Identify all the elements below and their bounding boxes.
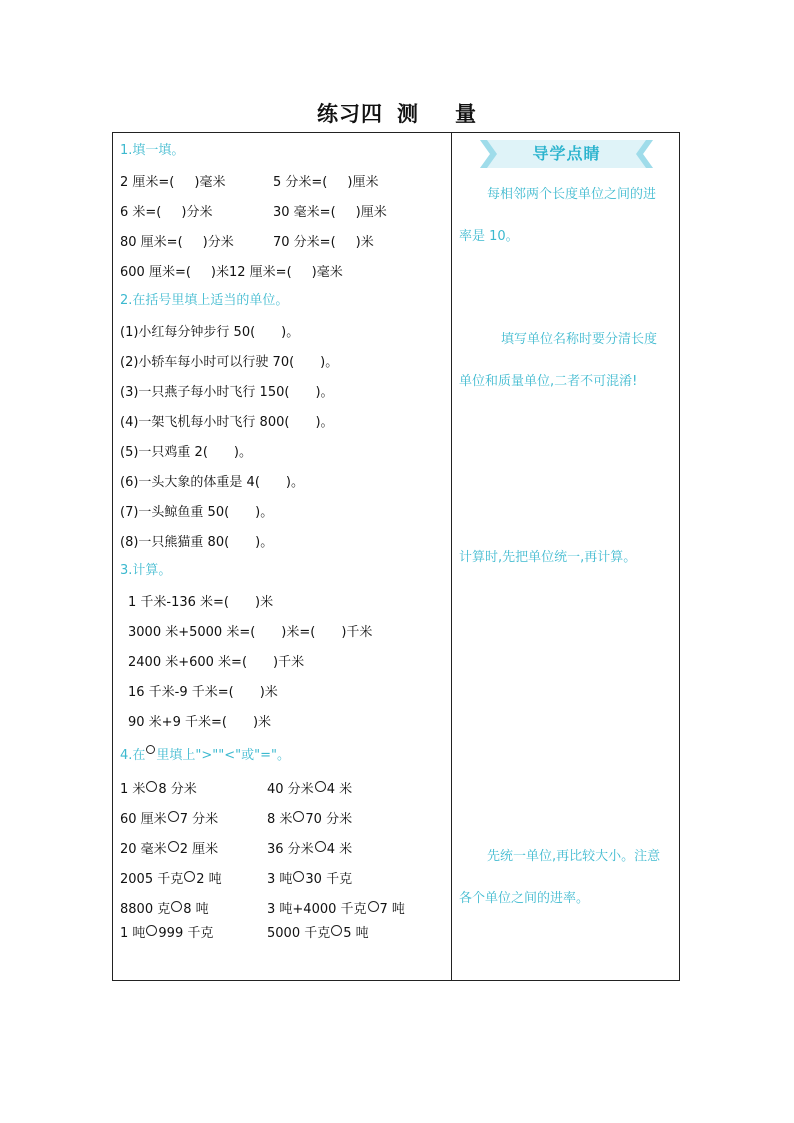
tip-text: 先统一单位,再比较大小。注意 [487, 849, 661, 864]
tip-text: 单位和质量单位,二者不可混淆! [459, 374, 638, 389]
fill-item: 2 厘米=( )毫米 [120, 175, 226, 190]
compare-item: 5000 千克 5 吨 [267, 926, 369, 941]
compare-item: 3 吨+4000 千克 7 吨 [267, 902, 405, 917]
compare-circle[interactable] [293, 811, 304, 822]
tip-text: 填写单位名称时要分清长度 [501, 332, 658, 347]
compare-item: 40 分米 4 米 [267, 782, 353, 797]
compare-circle[interactable] [146, 781, 157, 792]
unit-item: (6)一头大象的体重是 4( )。 [120, 475, 304, 490]
compare-circle[interactable] [331, 925, 342, 936]
compare-item: 8800 克 8 吨 [120, 902, 209, 917]
compare-circle[interactable] [171, 901, 182, 912]
compare-circle[interactable] [315, 781, 326, 792]
unit-item: (7)一头鲸鱼重 50( )。 [120, 505, 274, 520]
compare-circle[interactable] [315, 841, 326, 852]
page-title: 练习四 测 量 [317, 101, 477, 126]
fill-item: 5 分米=( )厘米 [273, 175, 379, 190]
compare-item: 20 毫米 2 厘米 [120, 842, 219, 857]
fill-item: 600 厘米=( )米12 厘米=( )毫米 [120, 265, 343, 280]
compare-item: 60 厘米 7 分米 [120, 812, 219, 827]
unit-item: (5)一只鸡重 2( )。 [120, 445, 252, 460]
section3-heading: 3.计算。 [120, 563, 172, 578]
compare-circle[interactable] [184, 871, 195, 882]
compare-circle[interactable] [146, 925, 157, 936]
tip-text: 每相邻两个长度单位之间的进 [487, 187, 657, 202]
unit-item: (3)一只燕子每小时飞行 150( )。 [120, 385, 334, 400]
tip-text: 计算时,先把单位统一,再计算。 [459, 550, 637, 565]
tip-text: 率是 10。 [459, 229, 519, 244]
compare-circle[interactable] [168, 811, 179, 822]
unit-item: (2)小轿车每小时可以行驶 70( )。 [120, 355, 339, 370]
fill-item: 80 厘米=( )分米 [120, 235, 234, 250]
unit-item: (1)小红每分钟步行 50( )。 [120, 325, 300, 340]
section4-heading: 4.在 里填上">""<"或"="。 [120, 745, 290, 764]
sidebar-banner-title: 导学点睛 [532, 144, 601, 163]
compare-item: 1 吨 999 千克 [120, 926, 214, 941]
fill-item: 6 米=( )分米 [120, 205, 213, 220]
calc-item: 16 千米-9 千米=( )米 [128, 685, 278, 700]
compare-circle[interactable] [293, 871, 304, 882]
section1-heading: 1.填一填。 [120, 143, 185, 158]
compare-item: 1 米 8 分米 [120, 782, 197, 797]
fill-item: 70 分米=( )米 [273, 235, 374, 250]
column-divider [451, 133, 452, 980]
compare-circle[interactable] [168, 841, 179, 852]
calc-item: 3000 米+5000 米=( )米=( )千米 [128, 625, 373, 640]
calc-item: 2400 米+600 米=( )千米 [128, 655, 305, 670]
circle-icon [146, 745, 155, 754]
compare-item: 2005 千克 2 吨 [120, 872, 222, 887]
calc-item: 1 千米-136 米=( )米 [128, 595, 274, 610]
compare-item: 8 米 70 分米 [267, 812, 353, 827]
compare-item: 3 吨 30 千克 [267, 872, 353, 887]
tip-text: 各个单位之间的进率。 [459, 891, 590, 906]
calc-item: 90 米+9 千米=( )米 [128, 715, 272, 730]
worksheet-frame [112, 132, 680, 981]
section2-heading: 2.在括号里填上适当的单位。 [120, 293, 289, 308]
unit-item: (8)一只熊猫重 80( )。 [120, 535, 274, 550]
fill-item: 30 毫米=( )厘米 [273, 205, 387, 220]
unit-item: (4)一架飞机每小时飞行 800( )。 [120, 415, 334, 430]
sidebar-banner [478, 140, 655, 168]
compare-circle[interactable] [368, 901, 379, 912]
compare-item: 36 分米 4 米 [267, 842, 353, 857]
